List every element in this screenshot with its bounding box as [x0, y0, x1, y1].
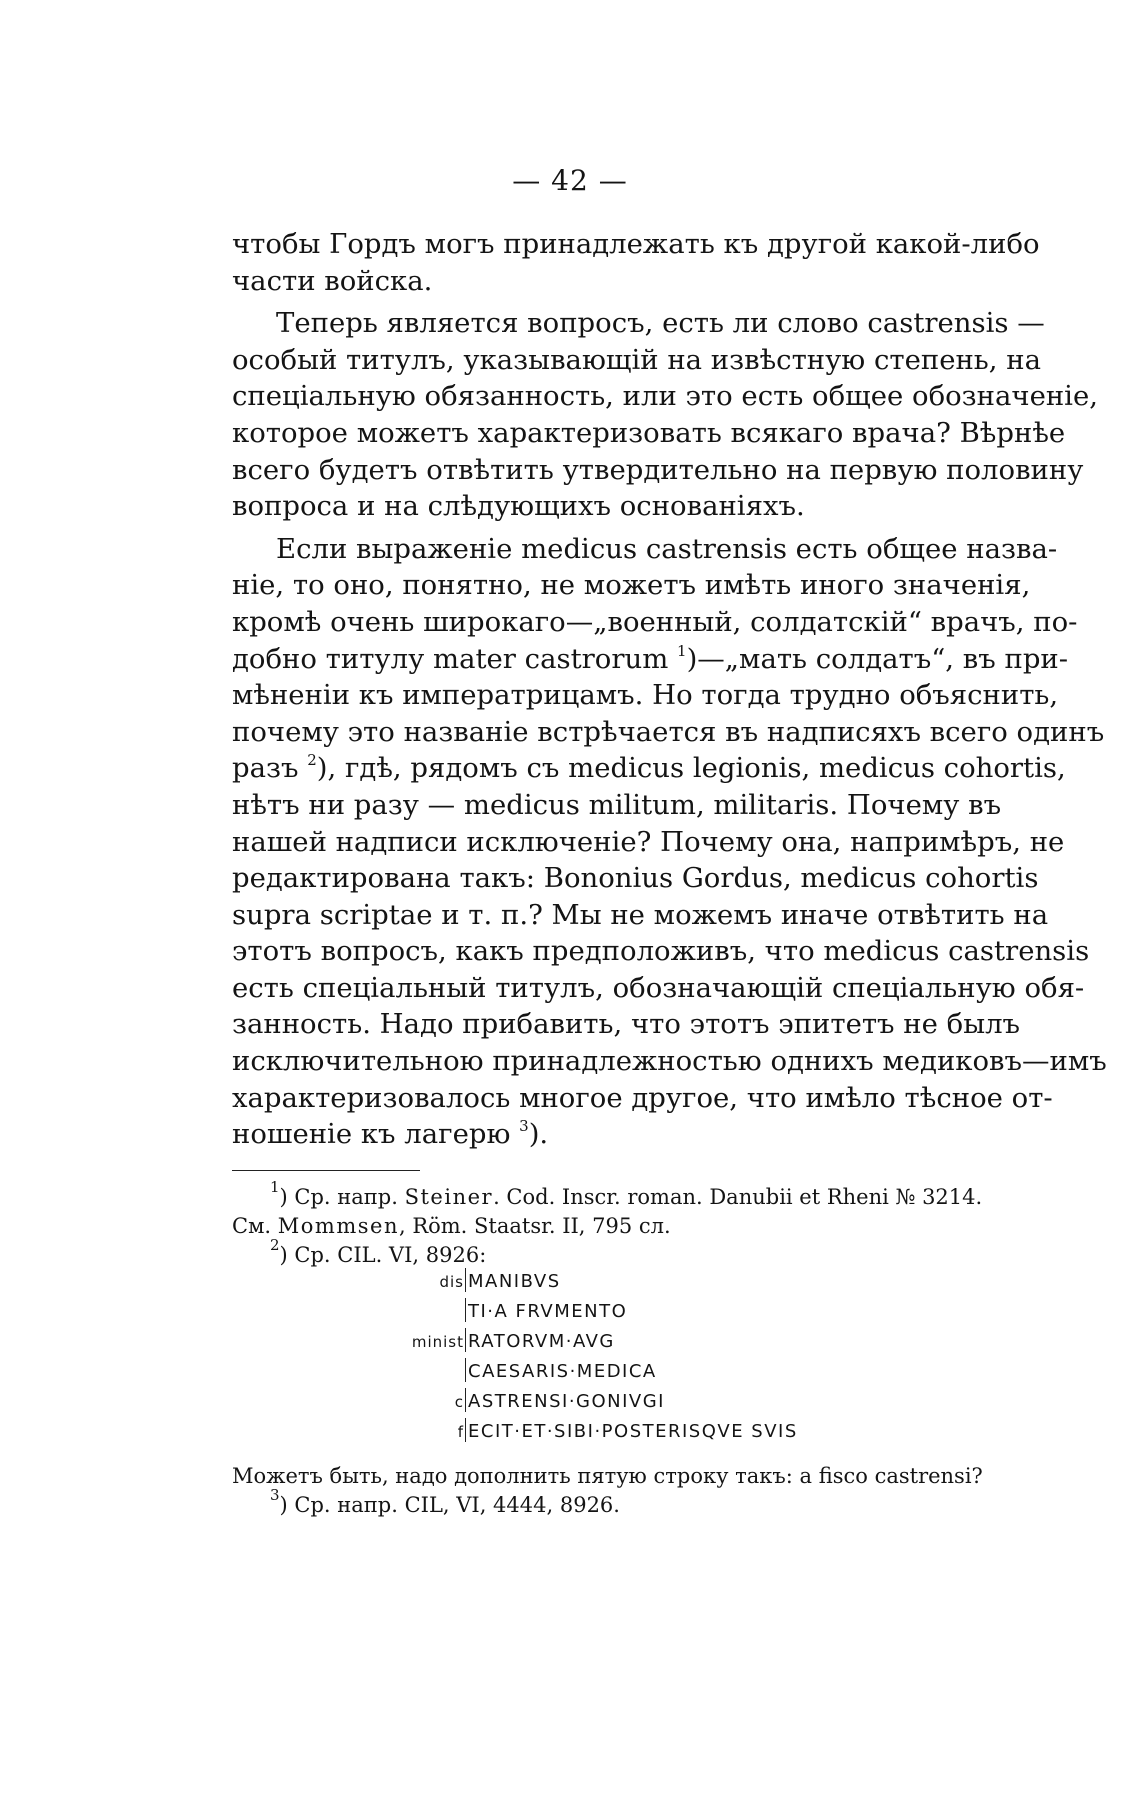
footnote-marker: 1	[270, 1178, 280, 1196]
text-line: Теперь является вопросъ, есть ли слово castrensis —	[276, 307, 1045, 340]
text-line: спеціальную обязанность, или это есть общее обозначеніе,	[232, 380, 1098, 413]
footnote-divider	[232, 1170, 420, 1171]
footnote-ref[interactable]: 2	[307, 751, 317, 770]
inscription-line: dis MANIBVS	[380, 1267, 798, 1297]
footnote-1: $^1$) Ср. напр. Steiner. Cod. Inscr. roman. Danubii et Rheni № 3214.	[270, 1178, 983, 1209]
text-line: мѣненіи къ императрицамъ. Но тогда трудно объяснить,	[232, 679, 1059, 712]
footnote-ref[interactable]: 3	[519, 1117, 529, 1136]
inscription-line: CAESARIS·MEDICA	[380, 1357, 798, 1387]
text-line: есть спеціальный титулъ, обозначающій спеціальную обя-	[232, 971, 1085, 1004]
text-line: части войска.	[232, 264, 433, 297]
footnote-marker: 2	[270, 1236, 280, 1254]
text-line: нашей надписи исключеніе? Почему она, напримѣръ, не	[232, 825, 1065, 858]
inscription-line: TI·A FRVMENTO	[380, 1297, 798, 1327]
main-text	[232, 226, 1107, 1153]
inscription	[380, 1267, 798, 1447]
text-line: добно титулу mater castrorum $^1$)—„мать солдатъ“, въ при-	[232, 641, 1069, 675]
text-line: кромѣ очень широкаго—„военный, солдатскій“ врачъ, по-	[232, 605, 1078, 638]
footnote-3: $^3$) Ср. напр. CIL, VI, 4444, 8926.	[270, 1486, 620, 1517]
footnote-2: $^2$) Ср. CIL. VI, 8926:	[270, 1236, 487, 1267]
text-line: редактирована такъ: Bononius Gordus, medicus cohortis	[232, 862, 1039, 895]
text-line: которое можетъ характеризовать всякаго врача? Вѣрнѣе	[232, 416, 1066, 449]
text-line: Если выраженіе medicus castrensis есть общее назва-	[276, 532, 1058, 565]
text-line: нѣтъ ни разу — medicus militum, militaris. Почему въ	[232, 788, 1002, 821]
page-number: — 42 —	[512, 164, 628, 197]
footnotes-bottom	[232, 1462, 992, 1520]
text-line: характеризовалось многое другое, что имѣло тѣсное от-	[232, 1081, 1053, 1114]
inscription-line: minist RATORVM·AVG	[380, 1327, 798, 1357]
text-line: ношеніе къ лагерю $^3$).	[232, 1117, 549, 1151]
inscription-line: f ECIT·ET·SIBI·POSTERISQVE SVIS	[380, 1417, 798, 1447]
text-line: всего будетъ отвѣтить утвердительно на первую половину	[232, 453, 1084, 486]
text-line: ніе, то оно, понятно, не можетъ имѣть иного значенія,	[232, 569, 1031, 602]
inscription-conjecture: Можетъ быть, надо дополнить пятую строку такъ: a fisco castrensi?	[232, 1464, 983, 1488]
text-line: разъ $^2$), гдѣ, рядомъ съ medicus legionis, medicus cohortis,	[232, 751, 1066, 785]
inscription-line: c ASTRENSI·GONIVGI	[380, 1387, 798, 1417]
text-line: вопроса и на слѣдующихъ основаніяхъ.	[232, 490, 805, 523]
text-line: этотъ вопросъ, какъ предположивъ, что medicus castrensis	[232, 935, 1090, 968]
text-line: особый титулъ, указывающій на извѣстную степень, на	[232, 343, 1041, 376]
text-line: исключительною принадлежностью однихъ медиковъ—имъ	[232, 1045, 1107, 1078]
text-line: чтобы Гордъ могъ принадлежать къ другой какой-либо	[232, 228, 1040, 260]
footnote-1-cont: См. Mommsen, Röm. Staatsr. II, 795 сл.	[232, 1214, 671, 1238]
footnote-marker: 3	[270, 1486, 280, 1504]
text-line: почему это названіе встрѣчается въ надписяхъ всего одинъ	[232, 715, 1105, 748]
text-line: занность. Надо прибавить, что этотъ эпитетъ не былъ	[232, 1008, 1021, 1041]
text-line: supra scriptae и т. п.? Мы не можемъ иначе отвѣтить на	[232, 898, 1049, 931]
footnotes-top	[232, 1178, 992, 1270]
footnote-ref[interactable]: 1	[677, 641, 687, 660]
